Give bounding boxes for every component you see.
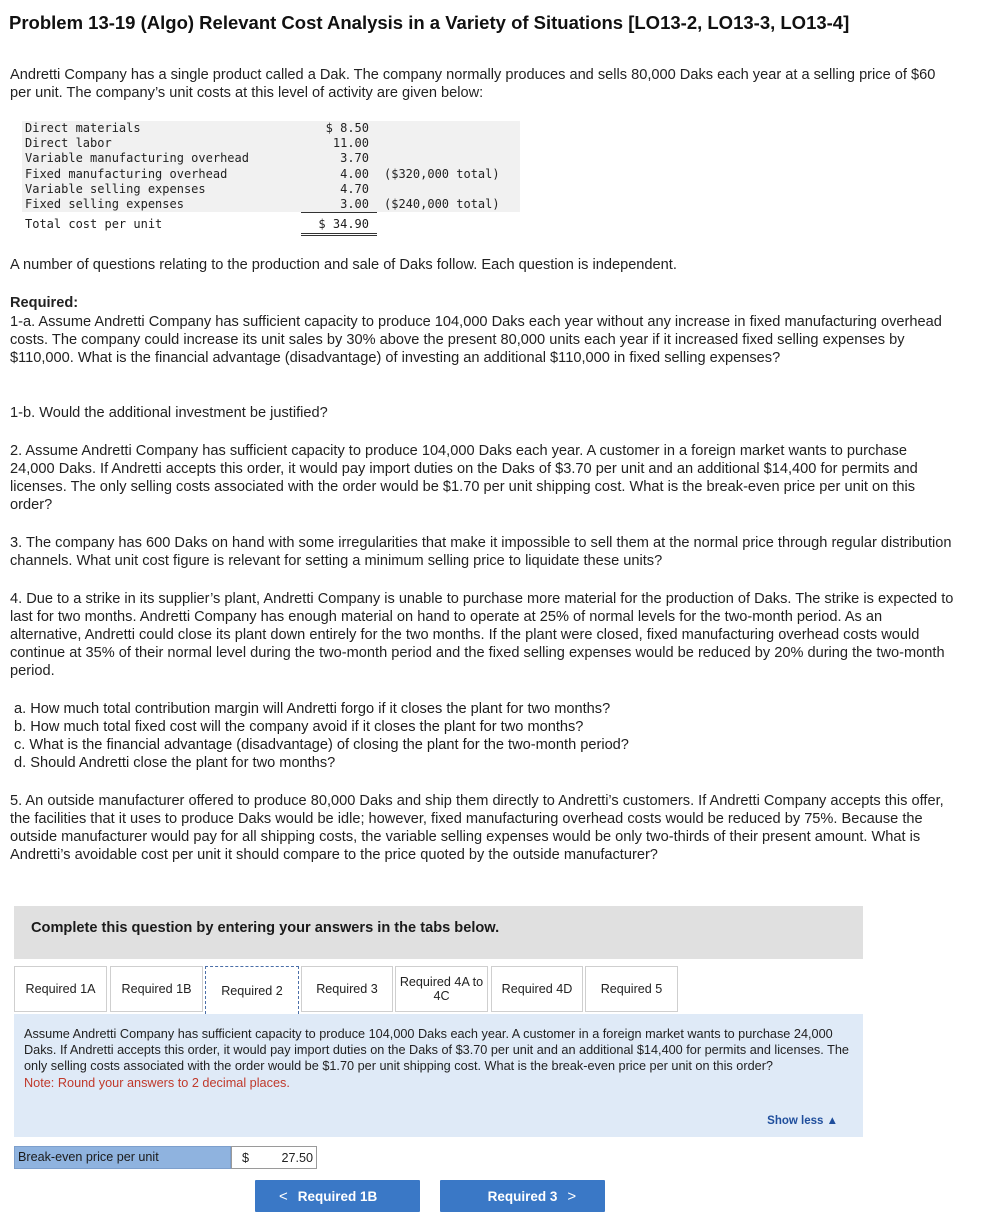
- show-less-toggle[interactable]: [767, 1115, 838, 1127]
- question-5: 5. An outside manufacturer offered to produce 80,000 Daks and ship them directly to Andretti’s customers. If Andretti Company accepts this offer, the facilities that it uses to produce Daks would be idle; however, fixed manufacturing overhead costs would be reduced by 75%. Because the outside manufacturer would pay for all shipping costs, the variable selling expenses would be only two-thirds of their present amount. What is Andretti’s avoidable cost per unit it should compare to the price quoted by the outside manufacturer?: [10, 793, 944, 863]
- page-title: Problem 13-19 (Algo) Relevant Cost Analysis in a Variety of Situations [LO13-2, LO13-3, LO13-4]: [9, 12, 850, 33]
- tab-required-1a[interactable]: Required 1A: [14, 966, 107, 1012]
- tab-required-4d[interactable]: Required 4D: [491, 966, 583, 1012]
- instruction-banner: [14, 906, 863, 959]
- cost-row: Direct materials $ 8.50: [25, 121, 369, 135]
- question-2: 2. Assume Andretti Company has sufficient capacity to produce 104,000 Daks each year. A customer in a foreign market wants to purchase 24,000 Daks. If Andretti accepts this order, it would pay import duties on the Daks of $3.70 per unit and an additional $14,400 for permits and licenses. The only selling costs associated with the order would be $1.70 per unit shipping cost. What is the break-even price per unit on this order?: [10, 443, 918, 513]
- questions-intro: A number of questions relating to the production and sale of Daks follow. Each question is independent.: [10, 257, 677, 273]
- tab-required-5[interactable]: Required 5: [585, 966, 678, 1012]
- prev-button-label: Required 1B: [297, 1188, 378, 1204]
- chevron-right-icon: >: [567, 1187, 577, 1205]
- panel-text: [24, 1026, 854, 1091]
- cost-total-row: [22, 215, 520, 233]
- question-panel: [14, 1014, 863, 1137]
- cost-row: Fixed selling expenses 3.00 ($240,000 total): [25, 196, 500, 211]
- total-rule-2: [301, 235, 377, 236]
- question-1a: 1-a. Assume Andretti Company has sufficient capacity to produce 104,000 Daks each year without any increase in fixed manufacturing overhead costs. The company could increase its unit sales by 30% above the present 80,000 units each year if it increased fixed selling expenses by $110,000. What is the financial advantage (disadvantage) of investing an additional $110,000 in fixed selling expenses?: [10, 314, 942, 366]
- tab-required-1b[interactable]: Required 1B: [110, 966, 203, 1012]
- break-even-label: Break-even price per unit: [14, 1146, 231, 1169]
- show-less-label: Show less: [767, 1115, 824, 1127]
- question-1b: 1-b. Would the additional investment be justified?: [10, 405, 328, 421]
- answer-cell: [231, 1146, 317, 1169]
- break-even-input[interactable]: [277, 1149, 313, 1166]
- next-button[interactable]: [440, 1180, 605, 1212]
- unit-cost-table: [22, 121, 520, 212]
- chevron-left-icon: <: [278, 1187, 288, 1205]
- question-3: 3. The company has 600 Daks on hand with some irregularities that make it impossible to sell them at the normal price through regular distribution channels. What unit cost figure is relevant for setting a minimum selling price to liquidate these units?: [10, 535, 952, 569]
- tab-required-3[interactable]: Required 3: [301, 966, 393, 1012]
- question-4: 4. Due to a strike in its supplier’s plant, Andretti Company is unable to purchase more material for the production of Daks. The strike is expected to last for two months. Andretti Company has enough material on hand to operate at 25% of normal levels for the two-month period. As an alternative, Andretti could close its plant down entirely for the two months. If the plant were closed, fixed manufacturing overhead costs would continue at 35% of their normal level during the two-month period and the fixed selling expenses would be reduced by 20% during the two-month period.: [10, 591, 954, 679]
- total-rule-1: [301, 233, 377, 234]
- required-heading: Required:: [10, 295, 79, 311]
- triangle-up-icon: ▲: [826, 1115, 838, 1127]
- cost-row: Variable manufacturing overhead 3.70: [25, 151, 369, 166]
- cost-row: Direct labor 11.00: [25, 136, 369, 151]
- tab-required-4a-4c[interactable]: Required 4A to 4C: [395, 966, 488, 1012]
- banner-text: Complete this question by entering your answers in the tabs below.: [31, 920, 500, 936]
- rounding-note: Note: Round your answers to 2 decimal places.: [24, 1075, 290, 1090]
- cost-row: Fixed manufacturing overhead 4.00 ($320,000 total): [25, 166, 500, 181]
- subtotal-rule: [301, 212, 377, 213]
- prev-button[interactable]: [255, 1180, 420, 1212]
- question-4b: b. How much total fixed cost will the company avoid if it closes the plant for two months?: [14, 719, 584, 735]
- total-value: $ 34.90: [318, 217, 369, 231]
- tab-required-2[interactable]: Required 2: [205, 966, 299, 1014]
- question-4a: a. How much total contribution margin will Andretti forgo if it closes the plant for two months?: [14, 701, 611, 717]
- cost-row: Variable selling expenses 4.70: [25, 181, 369, 196]
- total-label: Total cost per unit: [25, 217, 163, 231]
- question-4d: d. Should Andretti close the plant for two months?: [14, 755, 336, 771]
- next-button-label: Required 3: [487, 1188, 558, 1204]
- question-4c: c. What is the financial advantage (disadvantage) of closing the plant for the two-month period?: [14, 737, 629, 753]
- panel-question: Assume Andretti Company has sufficient capacity to produce 104,000 Daks each year. A customer in a foreign market wants to purchase 24,000 Daks. If Andretti accepts this order, it would pay import duties on the Daks of $3.70 per unit and an additional $14,400 for permits and licenses. The only selling costs associated with the order would be $1.70 per unit shipping cost. What is the break-even price per unit on this order?: [24, 1027, 849, 1074]
- intro-text: Andretti Company has a single product called a Dak. The company normally produces and sells 80,000 Daks each year at a selling price of $60 per unit. The company’s unit costs at this level of activity are given below:: [10, 67, 936, 101]
- currency-symbol: $: [242, 1151, 250, 1165]
